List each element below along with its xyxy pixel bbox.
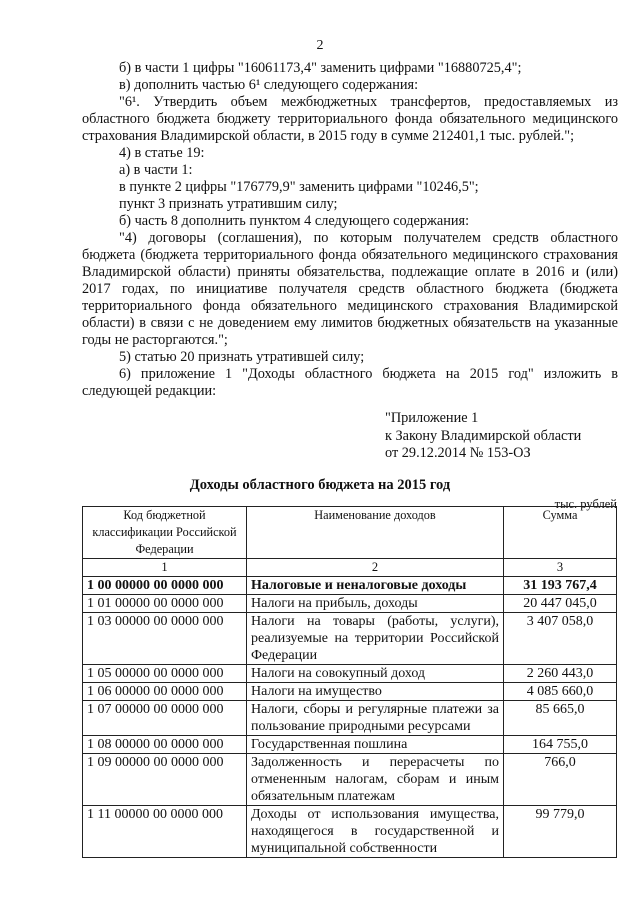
- row-amount: 99 779,0: [504, 806, 617, 858]
- row-amount: 3 407 058,0: [504, 613, 617, 665]
- row-amount: 31 193 767,4: [504, 577, 617, 595]
- row-code: 1 06 00000 00 0000 000: [83, 683, 247, 701]
- row-amount: 4 085 660,0: [504, 683, 617, 701]
- row-name: Задолженность и перерасчеты по отмененным налогам, сборам и иным обязательным платежам: [247, 754, 504, 806]
- table-row: [83, 806, 617, 858]
- row-amount: 85 665,0: [504, 701, 617, 736]
- units-label: тыс. рублей: [554, 497, 617, 511]
- amendment-paragraph: а) в части 1:: [119, 162, 193, 178]
- row-name: Налоги на прибыль, доходы: [247, 595, 504, 613]
- amendment-paragraph: в) дополнить частью 6¹ следующего содержания:: [119, 77, 419, 93]
- column-number-row: [83, 559, 617, 577]
- row-code: 1 09 00000 00 0000 000: [83, 754, 247, 806]
- amendment-paragraph: 6) приложение 1 "Доходы областного бюджета на 2015 год" изложить в следующей редакции:: [82, 366, 618, 399]
- row-code: 1 01 00000 00 0000 000: [83, 595, 247, 613]
- row-name: Налоговые и неналоговые доходы: [247, 577, 504, 595]
- row-amount: 20 447 045,0: [504, 595, 617, 613]
- table-row: [83, 595, 617, 613]
- income-table: [82, 506, 617, 858]
- appendix-reference: [385, 410, 581, 463]
- row-code: 1 11 00000 00 0000 000: [83, 806, 247, 858]
- page-number: 2: [316, 38, 324, 53]
- column-number: 3: [504, 559, 617, 577]
- appendix-line: "Приложение 1: [385, 410, 479, 426]
- table-row: [83, 701, 617, 736]
- row-amount: 164 755,0: [504, 736, 617, 754]
- table-row: [83, 736, 617, 754]
- amendments-text: [82, 60, 618, 400]
- row-name: Налоги на имущество: [247, 683, 504, 701]
- table-row: [83, 683, 617, 701]
- header-code: Код бюджетной классификации Российской Федерации: [83, 507, 247, 559]
- row-name: Налоги на совокупный доход: [247, 665, 504, 683]
- amendment-paragraph: пункт 3 признать утратившим силу;: [119, 196, 338, 212]
- header-name: Наименование доходов: [247, 507, 504, 559]
- table-row: [83, 577, 617, 595]
- row-name: Доходы от использования имущества, находящегося в государственной и муниципальной собственности: [247, 806, 504, 858]
- table-row: [83, 665, 617, 683]
- row-code: 1 05 00000 00 0000 000: [83, 665, 247, 683]
- appendix-line: к Закону Владимирской области: [385, 427, 582, 444]
- amendment-paragraph: б) часть 8 дополнить пунктом 4 следующего содержания:: [119, 213, 470, 229]
- appendix-line: от 29.12.2014 № 153-ОЗ: [385, 445, 531, 461]
- amendment-paragraph: 4) в статье 19:: [119, 145, 205, 161]
- row-name: Налоги на товары (работы, услуги), реализуемые на территории Российской Федерации: [247, 613, 504, 665]
- amendment-paragraph: б) в части 1 цифры "16061173,4" заменить цифрами "16880725,4";: [119, 60, 522, 76]
- table-header-row: [83, 507, 617, 559]
- row-amount: 2 260 443,0: [504, 665, 617, 683]
- amendment-paragraph: "4) договоры (соглашения), по которым получателем средств областного бюджета (бюджета территориального фонда обязательного медицинского страхования Владимирской области) приняты обязательства, подлежащие оплате в 2016 и (или) 2017 годах, по инициативе получателя средств областного бюджета (бюджета территориального фонда обязательного медицинского страхования Владимирской области) в связи с не доведением ему лимитов бюджетных обязательств на указанные годы не расторгаются.";: [82, 230, 618, 348]
- column-number: 1: [83, 559, 247, 577]
- amendment-paragraph: "6¹. Утвердить объем межбюджетных трансфертов, предоставляемых из областного бюджета бюджету территориального фонда обязательного медицинского страхования Владимирской области, в 2015 году в сумме 212401,1 тыс. рублей.";: [82, 94, 618, 144]
- table-row: [83, 613, 617, 665]
- row-name: Государственная пошлина: [247, 736, 504, 754]
- row-code: 1 00 00000 00 0000 000: [83, 577, 247, 595]
- amendment-paragraph: в пункте 2 цифры "176779,9" заменить цифрами "10246,5";: [119, 179, 479, 195]
- amendment-paragraph: 5) статью 20 признать утратившей силу;: [119, 349, 365, 365]
- row-name: Налоги, сборы и регулярные платежи за пользование природными ресурсами: [247, 701, 504, 736]
- table-title: Доходы областного бюджета на 2015 год: [189, 477, 451, 493]
- row-code: 1 07 00000 00 0000 000: [83, 701, 247, 736]
- column-number: 2: [247, 559, 504, 577]
- row-code: 1 08 00000 00 0000 000: [83, 736, 247, 754]
- row-code: 1 03 00000 00 0000 000: [83, 613, 247, 665]
- row-amount: 766,0: [504, 754, 617, 806]
- header-amount: Сумма: [504, 507, 617, 559]
- table-row: [83, 754, 617, 806]
